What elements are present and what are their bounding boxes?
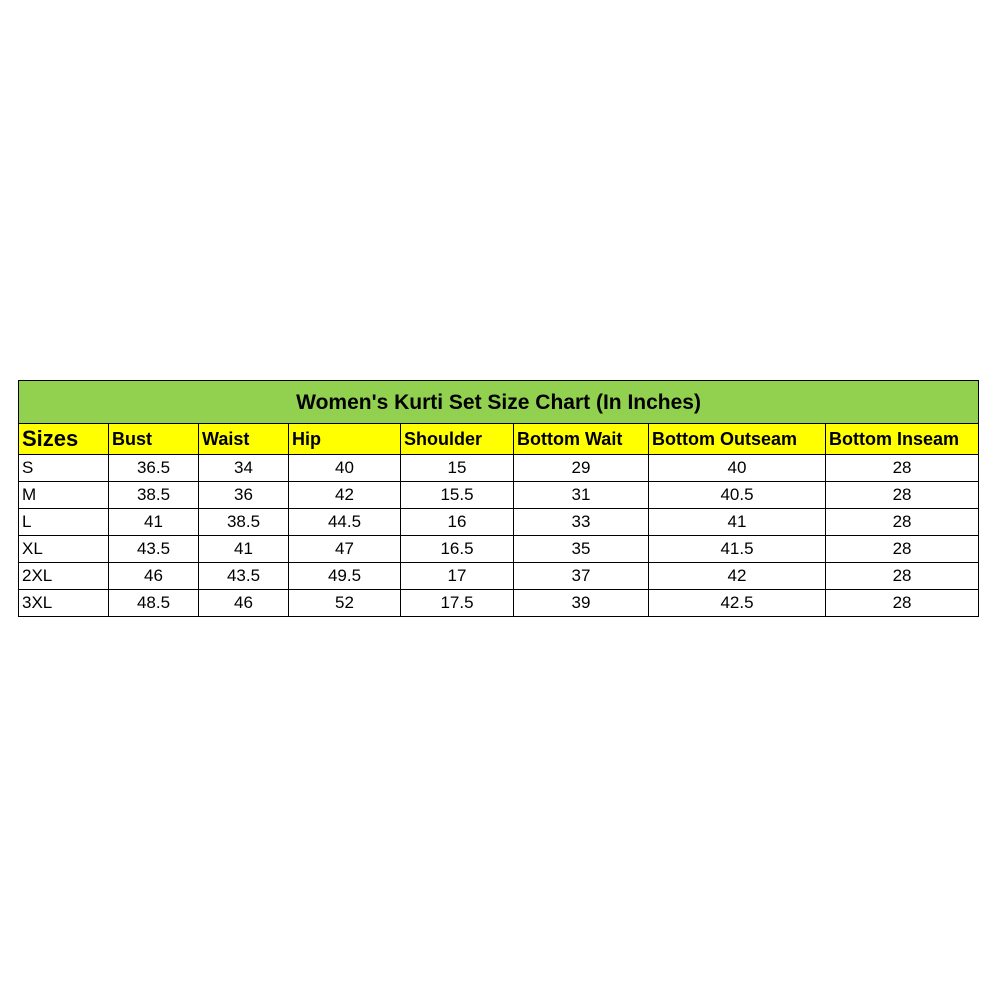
bottom-outseam-cell: 40.5: [649, 482, 826, 509]
bottom-inseam-cell: 28: [826, 590, 979, 617]
bottom-outseam-cell: 42.5: [649, 590, 826, 617]
header-bottom-wait: Bottom Wait: [514, 424, 649, 455]
header-shoulder: Shoulder: [401, 424, 514, 455]
shoulder-cell: 16.5: [401, 536, 514, 563]
hip-cell: 40: [289, 455, 401, 482]
bottom-outseam-cell: 41.5: [649, 536, 826, 563]
waist-cell: 43.5: [199, 563, 289, 590]
shoulder-cell: 16: [401, 509, 514, 536]
bust-cell: 36.5: [109, 455, 199, 482]
bottom-inseam-cell: 28: [826, 509, 979, 536]
table-title: Women's Kurti Set Size Chart (In Inches): [19, 381, 979, 424]
bottom-wait-cell: 31: [514, 482, 649, 509]
bottom-inseam-cell: 28: [826, 455, 979, 482]
size-cell: L: [19, 509, 109, 536]
bottom-wait-cell: 39: [514, 590, 649, 617]
header-bottom-outseam: Bottom Outseam: [649, 424, 826, 455]
bust-cell: 43.5: [109, 536, 199, 563]
bottom-wait-cell: 29: [514, 455, 649, 482]
table-row: [19, 482, 979, 509]
shoulder-cell: 15: [401, 455, 514, 482]
size-cell: M: [19, 482, 109, 509]
header-sizes: Sizes: [19, 424, 109, 455]
bottom-outseam-cell: 41: [649, 509, 826, 536]
size-cell: S: [19, 455, 109, 482]
header-bust: Bust: [109, 424, 199, 455]
hip-cell: 52: [289, 590, 401, 617]
bust-cell: 48.5: [109, 590, 199, 617]
table-row: [19, 563, 979, 590]
hip-cell: 44.5: [289, 509, 401, 536]
title-row: [19, 381, 979, 424]
bottom-wait-cell: 33: [514, 509, 649, 536]
bottom-outseam-cell: 42: [649, 563, 826, 590]
header-bottom-inseam: Bottom Inseam: [826, 424, 979, 455]
size-cell: 2XL: [19, 563, 109, 590]
table-row: [19, 590, 979, 617]
bottom-inseam-cell: 28: [826, 482, 979, 509]
size-cell: XL: [19, 536, 109, 563]
shoulder-cell: 17: [401, 563, 514, 590]
hip-cell: 42: [289, 482, 401, 509]
size-cell: 3XL: [19, 590, 109, 617]
header-row: [19, 424, 979, 455]
bottom-inseam-cell: 28: [826, 536, 979, 563]
size-chart-table: [18, 380, 979, 617]
header-hip: Hip: [289, 424, 401, 455]
waist-cell: 46: [199, 590, 289, 617]
bottom-wait-cell: 35: [514, 536, 649, 563]
waist-cell: 34: [199, 455, 289, 482]
shoulder-cell: 17.5: [401, 590, 514, 617]
hip-cell: 49.5: [289, 563, 401, 590]
hip-cell: 47: [289, 536, 401, 563]
waist-cell: 41: [199, 536, 289, 563]
table-row: [19, 536, 979, 563]
table-row: [19, 509, 979, 536]
bust-cell: 41: [109, 509, 199, 536]
shoulder-cell: 15.5: [401, 482, 514, 509]
waist-cell: 38.5: [199, 509, 289, 536]
bust-cell: 38.5: [109, 482, 199, 509]
header-waist: Waist: [199, 424, 289, 455]
bottom-wait-cell: 37: [514, 563, 649, 590]
table-row: [19, 455, 979, 482]
bottom-outseam-cell: 40: [649, 455, 826, 482]
waist-cell: 36: [199, 482, 289, 509]
bottom-inseam-cell: 28: [826, 563, 979, 590]
bust-cell: 46: [109, 563, 199, 590]
